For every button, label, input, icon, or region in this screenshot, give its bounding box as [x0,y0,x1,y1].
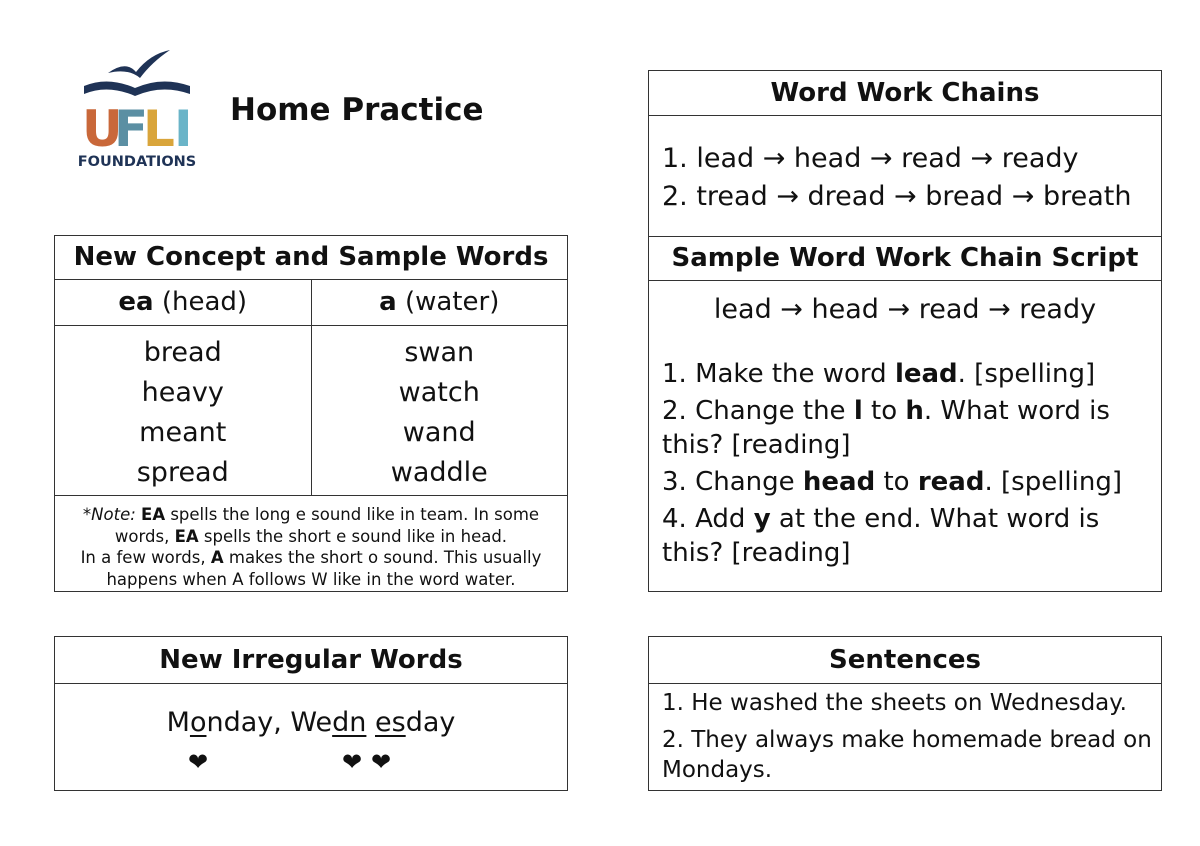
word-list [55,326,311,495]
list-item: 2. Change the l to h. What word is this? [reading] [662,396,1110,460]
word-work-chains-box [648,70,1162,592]
svg-text:F: F [114,100,149,158]
script-chain: lead → head → read → ready [713,294,1097,325]
list-item: 4. Add y at the end. What word is this? [reading] [662,504,1100,568]
word-list [312,326,568,495]
page-title: Home Practice [230,92,484,128]
svg-text:I: I [174,100,193,158]
list-item: bread [143,337,222,368]
script-title: Sample Word Work Chain Script [649,237,1161,281]
list-item: swan [404,337,475,368]
heart-icon: ❤ [342,748,363,776]
irregular-words-box [54,636,568,791]
concept-columns [55,280,567,495]
list-item: wand [402,417,476,448]
list-item: watch [398,377,480,408]
heart-icon: ❤ [188,748,209,776]
sentences-box [648,636,1162,791]
script-steps [649,357,1161,570]
sentence-list [649,684,1161,785]
svg-text:FOUNDATIONS: FOUNDATIONS [78,154,196,170]
concept-col-ea [55,280,312,495]
list-item: 1. Make the word lead. [spelling] [662,359,1096,389]
chain-list [649,116,1161,237]
bird-icon [108,50,170,78]
list-item: 2. They always make homemade bread on Mondays. [662,727,1152,783]
concept-note: *Note: EA spells the long e sound like in team. In some words, EA spells the short e sound like in head. In a few words, A makes the short o sound. This usually happens when A follows W like in the word water. [55,495,567,594]
chains-title: Word Work Chains [649,71,1161,116]
column-header: a (water) [312,280,568,326]
concept-col-a [312,280,568,495]
list-item: meant [139,417,227,448]
concept-title: New Concept and Sample Words [55,236,567,280]
book-icon [84,81,190,96]
ufli-logo [78,46,196,170]
column-header: ea (head) [55,280,311,326]
svg-text:U: U [82,100,123,158]
list-item: 2. tread → dread → bread → breath [662,181,1132,212]
list-item: 1. He washed the sheets on Wednesday. [662,690,1127,716]
irregular-words: Monday, Wedn esday [166,707,456,738]
irregular-title: New Irregular Words [55,637,567,684]
list-item: 1. lead → head → read → ready [662,143,1079,174]
concept-table [54,235,568,592]
sentences-title: Sentences [649,637,1161,684]
heart-icon: ❤ [371,748,392,776]
svg-text:L: L [143,100,175,158]
list-item: spread [136,457,229,488]
list-item: waddle [390,457,488,488]
list-item: heavy [141,377,224,408]
list-item: 3. Change head to read. [spelling] [662,467,1122,497]
